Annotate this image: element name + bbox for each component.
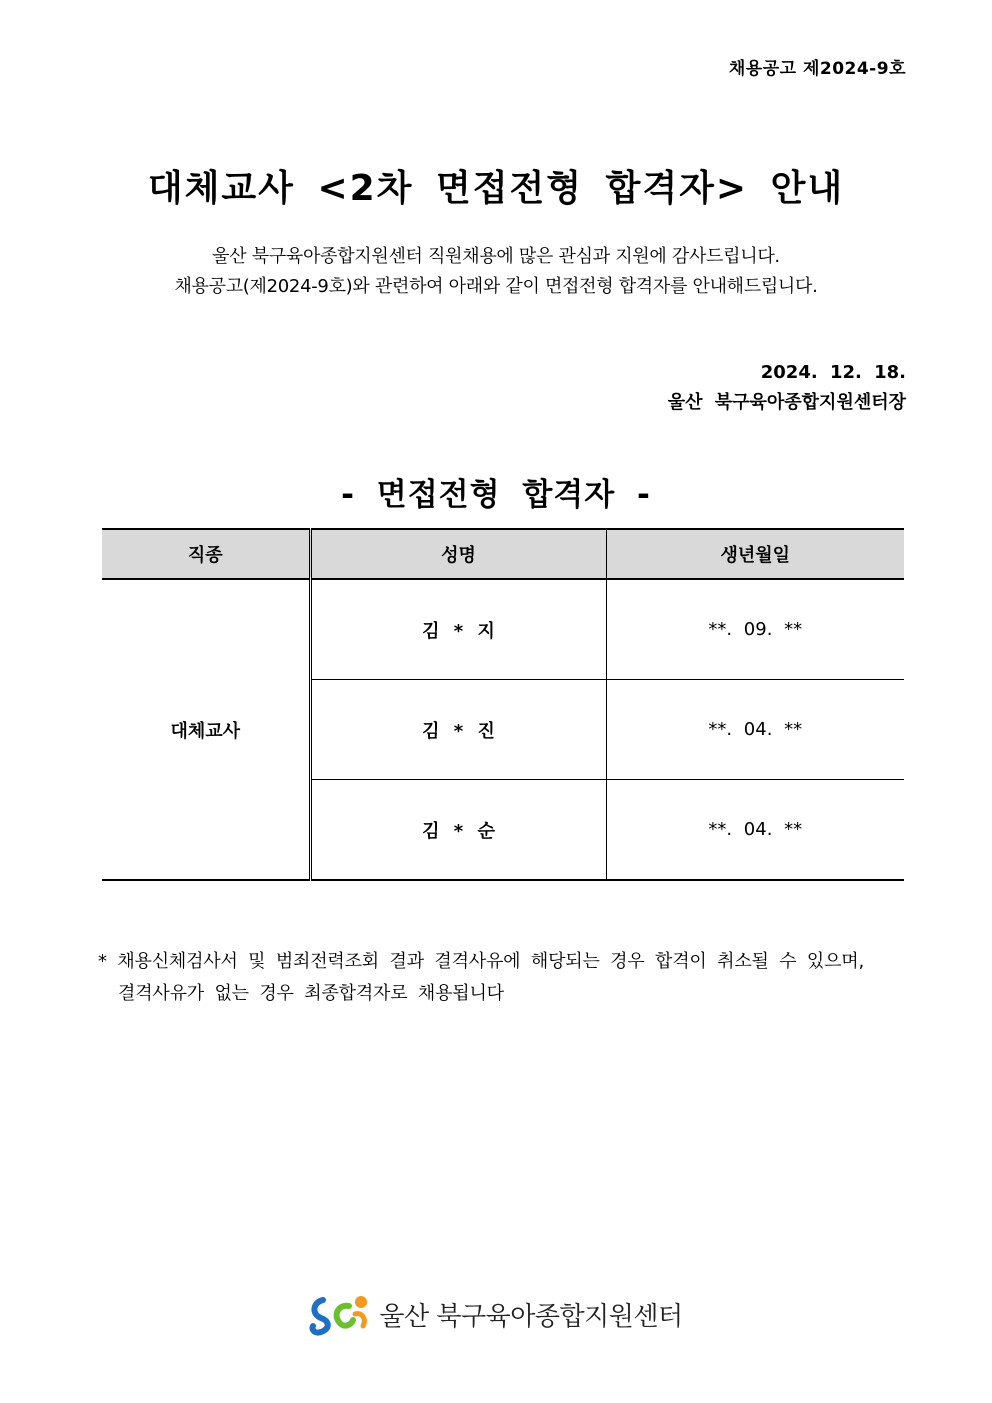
name-cell: 김 * 순	[310, 780, 606, 881]
table-row	[102, 579, 904, 680]
notice	[98, 946, 906, 1010]
header-birth: 생년월일	[606, 529, 904, 579]
page-title: 대체교사 <2차 면접전형 합격자> 안내	[147, 168, 845, 209]
job-cell: 대체교사	[102, 579, 310, 880]
table-header-row	[102, 529, 904, 579]
intro-text	[0, 242, 992, 302]
signoff-date: 2024. 12. 18.	[760, 362, 906, 383]
document-number: 채용공고 제2024-9호	[728, 59, 906, 79]
results-table	[102, 528, 904, 881]
name-cell: 김 * 지	[310, 579, 606, 680]
signoff-issuer: 울산 북구육아종합지원센터장	[667, 392, 906, 413]
name-cell: 김 * 진	[310, 680, 606, 780]
signoff	[668, 358, 906, 418]
birth-cell: **. 04. **	[606, 780, 904, 881]
header-name: 성명	[310, 529, 606, 579]
center-logo-icon	[309, 1292, 371, 1336]
header-job: 직종	[102, 529, 310, 579]
intro-line-2: 채용공고(제2024-9호)와 관련하여 아래와 같이 면접전형 합격자를 안내해드립니다.	[174, 276, 818, 297]
section-title: - 면접전형 합격자 -	[341, 477, 651, 513]
intro-line-1: 울산 북구육아종합지원센터 직원채용에 많은 관심과 지원에 감사드립니다.	[212, 246, 780, 267]
footer-logo	[0, 1292, 992, 1336]
birth-cell: **. 04. **	[606, 680, 904, 780]
notice-line-1: * 채용신체검사서 및 범죄전력조회 결과 결격사유에 해당되는 경우 합격이 취소될 수 있으며,	[98, 951, 865, 972]
birth-cell: **. 09. **	[606, 579, 904, 680]
footer-logo-text: 울산 북구육아종합지원센터	[379, 1301, 683, 1332]
notice-line-2: 결격사유가 없는 경우 최종합격자로 채용됩니다	[118, 983, 504, 1004]
